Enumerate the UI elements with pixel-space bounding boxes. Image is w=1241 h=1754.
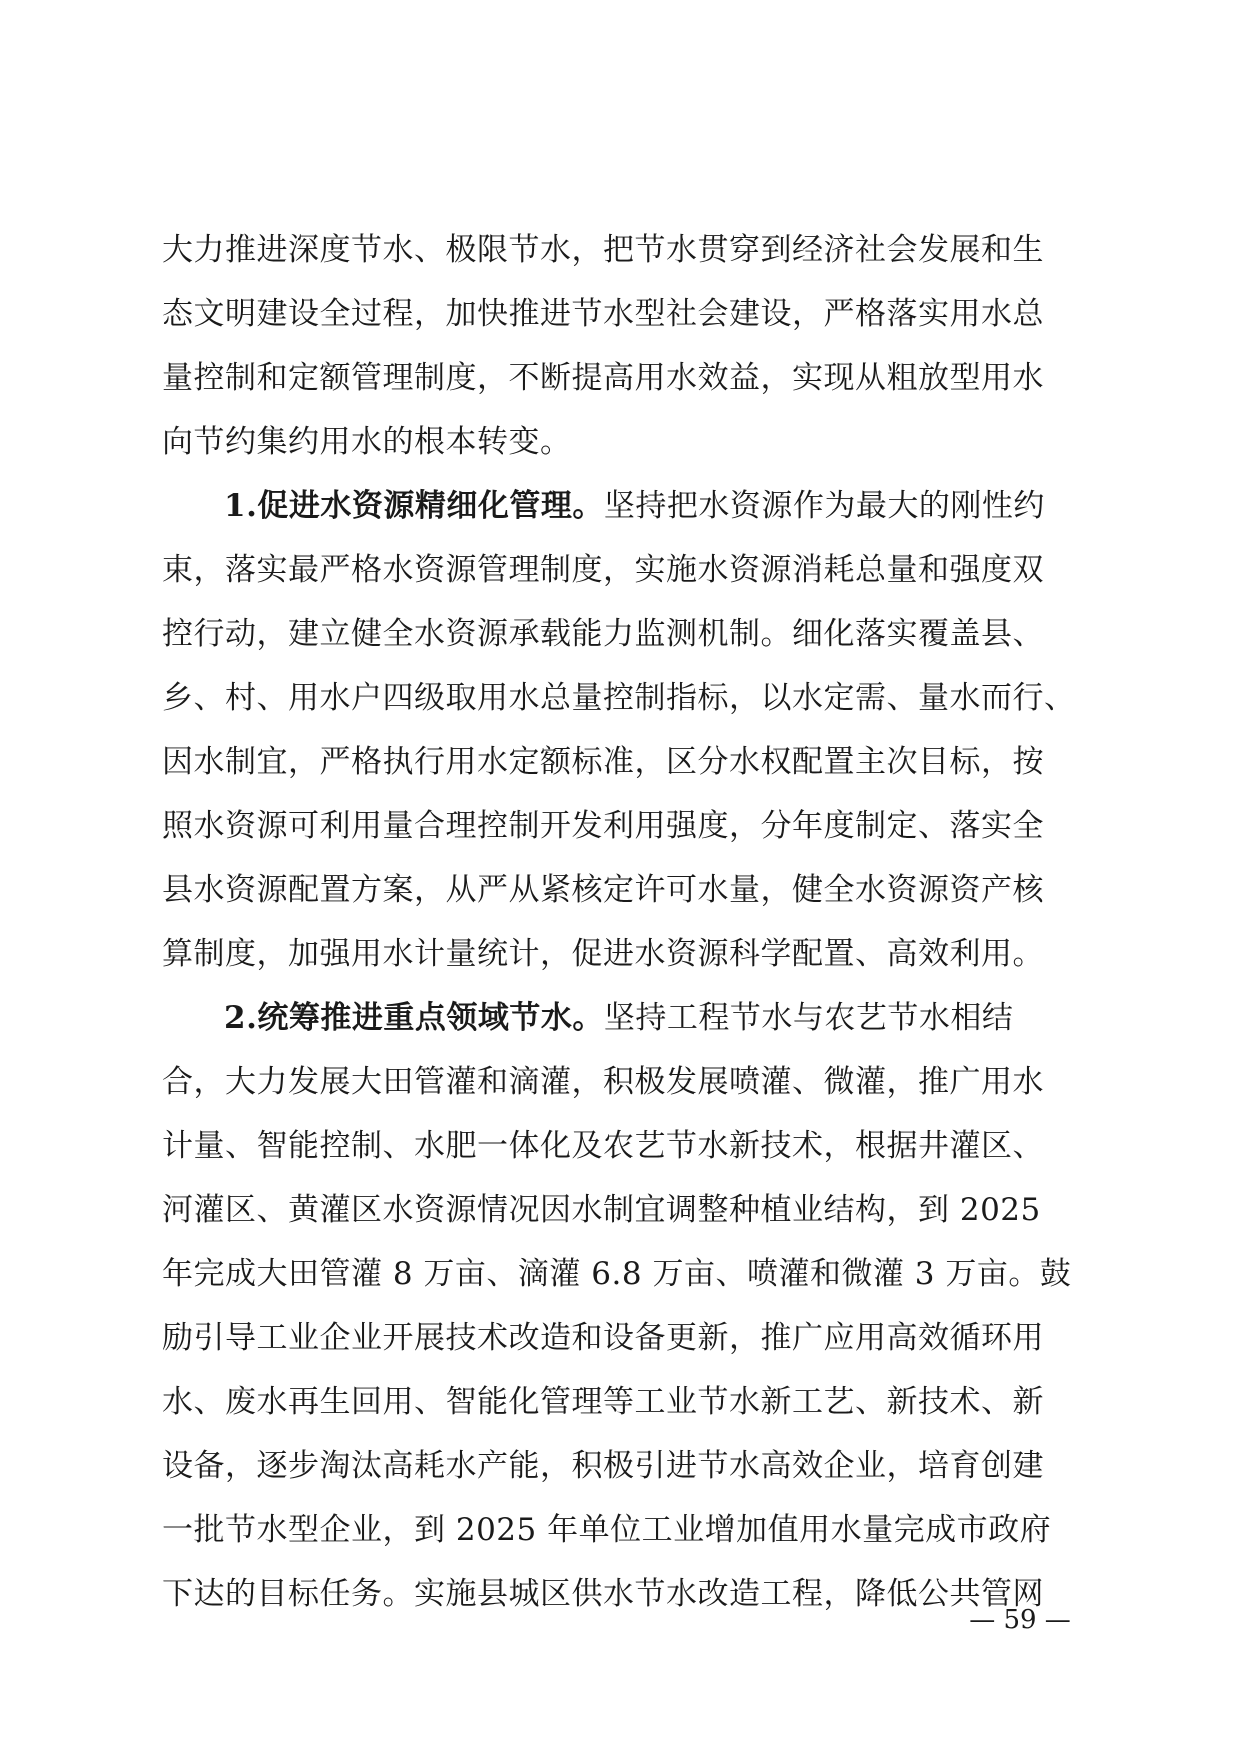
paragraph-line: 计量、智能控制、水肥一体化及农艺节水新技术，根据井灌区、: [162, 1128, 1044, 1164]
section-heading-2: 2.统筹推进重点领域节水。: [224, 1000, 604, 1036]
paragraph-line: 算制度，加强用水计量统计，促进水资源科学配置、高效利用。: [162, 936, 1044, 972]
paragraph-line: 河灌区、黄灌区水资源情况因水制宜调整种植业结构，到 2025: [162, 1192, 1041, 1228]
paragraph-line: 大力推进深度节水、极限节水，把节水贯穿到经济社会发展和生: [162, 232, 1044, 268]
paragraph-line: 向节约集约用水的根本转变。: [162, 424, 572, 460]
section-heading-line: [162, 986, 1082, 1050]
paragraph-line-continuation: 坚持工程节水与农艺节水相结: [603, 1000, 1014, 1036]
paragraph-line-continuation: 坚持把水资源作为最大的刚性约: [603, 488, 1045, 524]
paragraph-line: 一批节水型企业，到 2025 年单位工业增加值用水量完成市政府: [162, 1512, 1052, 1548]
paragraph-line: 束，落实最严格水资源管理制度，实施水资源消耗总量和强度双: [162, 552, 1044, 588]
paragraph-line: 照水资源可利用量合理控制开发利用强度，分年度制定、落实全: [162, 808, 1044, 844]
paragraph-line: 水、废水再生回用、智能化管理等工业节水新工艺、新技术、新: [162, 1384, 1044, 1420]
paragraph-line: 态文明建设全过程，加快推进节水型社会建设，严格落实用水总: [162, 296, 1044, 332]
page-number: — 59 —: [969, 1605, 1071, 1635]
paragraph-line: 控行动，建立健全水资源承载能力监测机制。细化落实覆盖县、: [162, 616, 1044, 652]
paragraph-line: 县水资源配置方案，从严从紧核定许可水量，健全水资源资产核: [162, 872, 1044, 908]
paragraph-line: 年完成大田管灌 8 万亩、滴灌 6.8 万亩、喷灌和微灌 3 万亩。鼓: [162, 1256, 1072, 1292]
paragraph-line: 合，大力发展大田管灌和滴灌，积极发展喷灌、微灌，推广用水: [162, 1064, 1044, 1100]
paragraph-line: 乡、村、用水户四级取用水总量控制指标，以水定需、量水而行、: [162, 680, 1076, 716]
paragraph-line: 励引导工业企业开展技术改造和设备更新，推广应用高效循环用: [162, 1320, 1044, 1356]
section-heading-line: [162, 474, 1082, 538]
paragraph-line: 下达的目标任务。实施县城区供水节水改造工程，降低公共管网: [162, 1576, 1044, 1612]
paragraph-line: 量控制和定额管理制度，不断提高用水效益，实现从粗放型用水: [162, 360, 1044, 396]
section-heading-1: 1.促进水资源精细化管理。: [224, 488, 604, 524]
paragraph-line: 设备，逐步淘汰高耗水产能，积极引进节水高效企业，培育创建: [162, 1448, 1044, 1484]
paragraph-line: 因水制宜，严格执行用水定额标准，区分水权配置主次目标，按: [162, 744, 1044, 780]
